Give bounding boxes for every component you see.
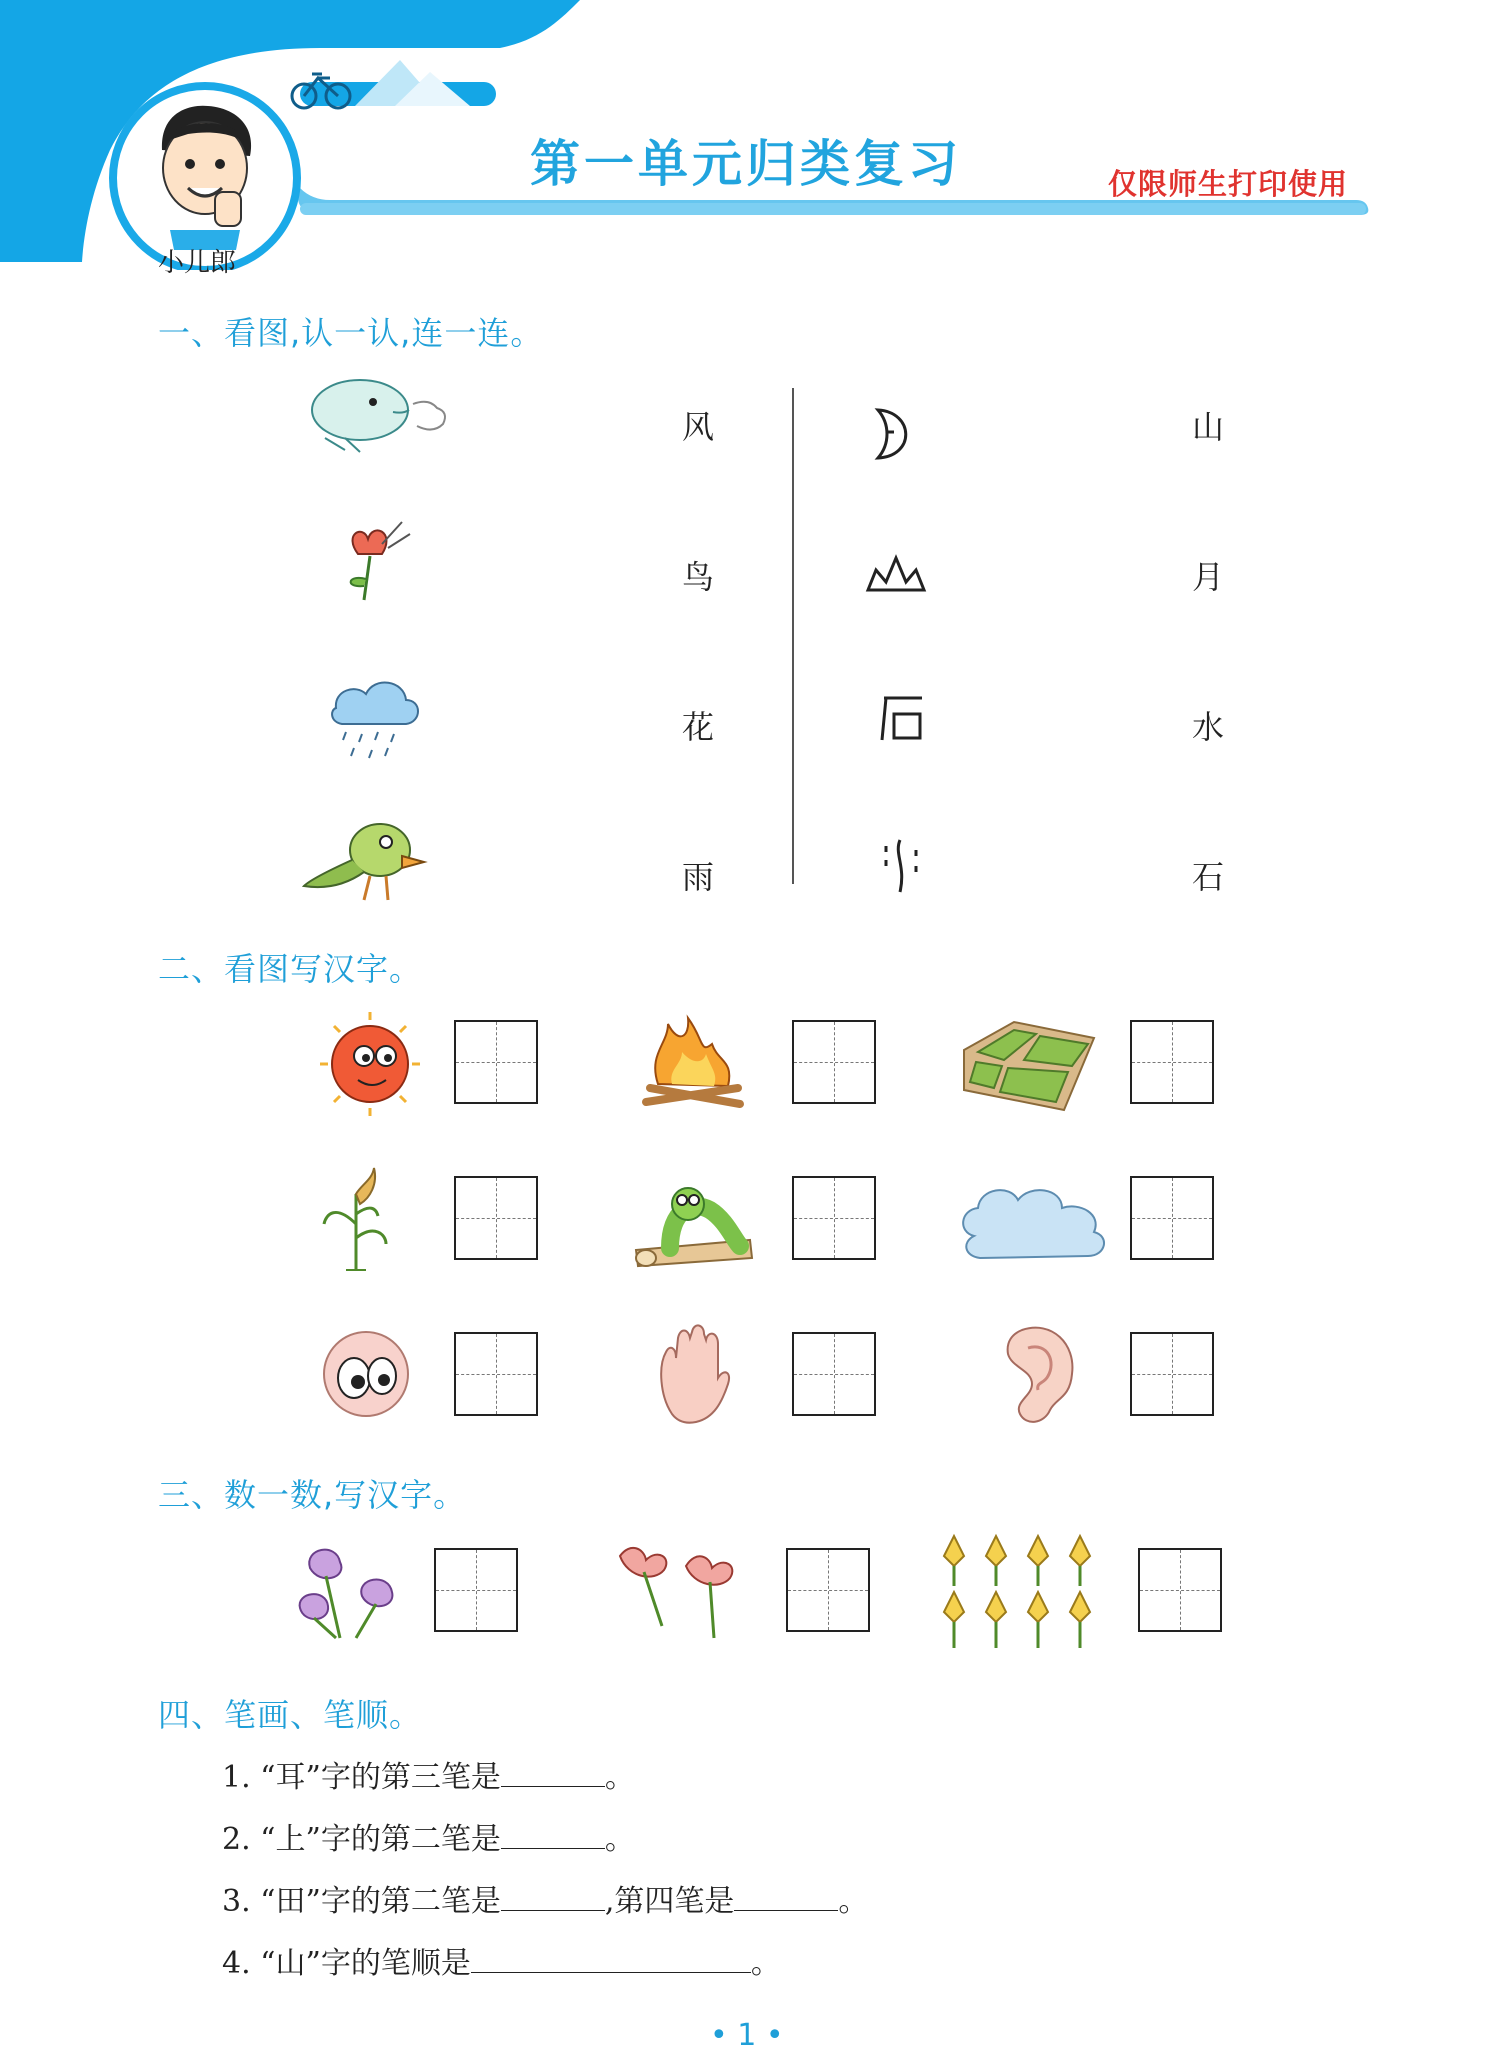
write-box-rice[interactable]: [454, 1176, 538, 1260]
section4-heading: 四、笔画、笔顺。: [158, 1696, 423, 1734]
wind-cloud-picture: [305, 368, 455, 458]
page-number: • 1 •: [710, 2018, 784, 2053]
eye-picture: [318, 1326, 414, 1422]
answer-blank-3a[interactable]: [501, 1880, 605, 1911]
ear-picture: [992, 1318, 1082, 1430]
section2-heading: 二、看图写汉字。: [158, 950, 423, 988]
print-note: 仅限师生打印使用: [1108, 167, 1349, 201]
question-3-mid: ,第四笔是: [604, 1884, 735, 1919]
answer-blank-4[interactable]: [471, 1942, 751, 1973]
ancient-mountain-glyph: [864, 552, 928, 596]
two-flowers-picture: [610, 1538, 756, 1642]
write-box-hand[interactable]: [792, 1332, 876, 1416]
answer-blank-1[interactable]: [501, 1756, 605, 1787]
question-1-end: 。: [604, 1760, 635, 1795]
hand-picture: [652, 1318, 736, 1428]
ancient-water-glyph: [878, 836, 924, 896]
write-box-cloud[interactable]: [1130, 1176, 1214, 1260]
char-yu: 雨: [682, 858, 715, 896]
question-4: [222, 1938, 781, 1982]
rain-cloud-picture: [326, 668, 426, 768]
answer-blank-2[interactable]: [501, 1818, 605, 1849]
three-flowers-picture: [296, 1538, 422, 1644]
bird-picture: [300, 800, 432, 906]
char-shui: 水: [1192, 708, 1225, 746]
question-3: [222, 1876, 868, 1920]
char-feng: 风: [682, 408, 715, 446]
page-title: 第一单元归类复习: [530, 135, 962, 193]
char-yue: 月: [1192, 558, 1225, 596]
write-box-fire[interactable]: [792, 1020, 876, 1104]
sun-picture: [316, 1008, 424, 1118]
ancient-stone-glyph: [878, 694, 928, 744]
worm-picture: [630, 1170, 758, 1270]
ancient-moon-glyph: [864, 404, 920, 464]
field-picture: [944, 1010, 1108, 1120]
rice-plant-picture: [316, 1164, 396, 1276]
question-1-text: 1. “耳”字的第三笔是: [222, 1760, 501, 1795]
write-box-eye[interactable]: [454, 1332, 538, 1416]
char-shan: 山: [1192, 408, 1225, 446]
write-box-two[interactable]: [786, 1548, 870, 1632]
write-box-ear[interactable]: [1130, 1332, 1214, 1416]
section1-heading: 一、看图,认一认,连一连。: [158, 314, 544, 352]
write-box-sun[interactable]: [454, 1020, 538, 1104]
write-box-eight[interactable]: [1138, 1548, 1222, 1632]
write-box-worm[interactable]: [792, 1176, 876, 1260]
char-shi: 石: [1192, 858, 1225, 896]
question-3-text: 3. “田”字的第二笔是: [222, 1884, 501, 1919]
mascot-label: 小儿郎: [158, 248, 237, 278]
question-2-text: 2. “上”字的第二笔是: [222, 1822, 501, 1857]
question-4-text: 4. “山”字的笔顺是: [222, 1946, 471, 1981]
divider-line: [792, 388, 794, 884]
char-hua: 花: [682, 708, 715, 746]
question-3-end: 。: [838, 1884, 869, 1919]
question-4-end: 。: [750, 1946, 781, 1981]
eight-flowers-picture: [938, 1532, 1112, 1654]
question-2: [222, 1814, 635, 1858]
flower-picture: [318, 504, 418, 604]
fire-picture: [638, 1014, 748, 1114]
cloud-picture: [954, 1180, 1114, 1264]
question-1: [222, 1752, 635, 1796]
write-box-field[interactable]: [1130, 1020, 1214, 1104]
answer-blank-3b[interactable]: [734, 1880, 838, 1911]
char-niao: 鸟: [682, 558, 715, 596]
section3-heading: 三、数一数,写汉字。: [158, 1476, 467, 1514]
write-box-three[interactable]: [434, 1548, 518, 1632]
question-2-end: 。: [604, 1822, 635, 1857]
